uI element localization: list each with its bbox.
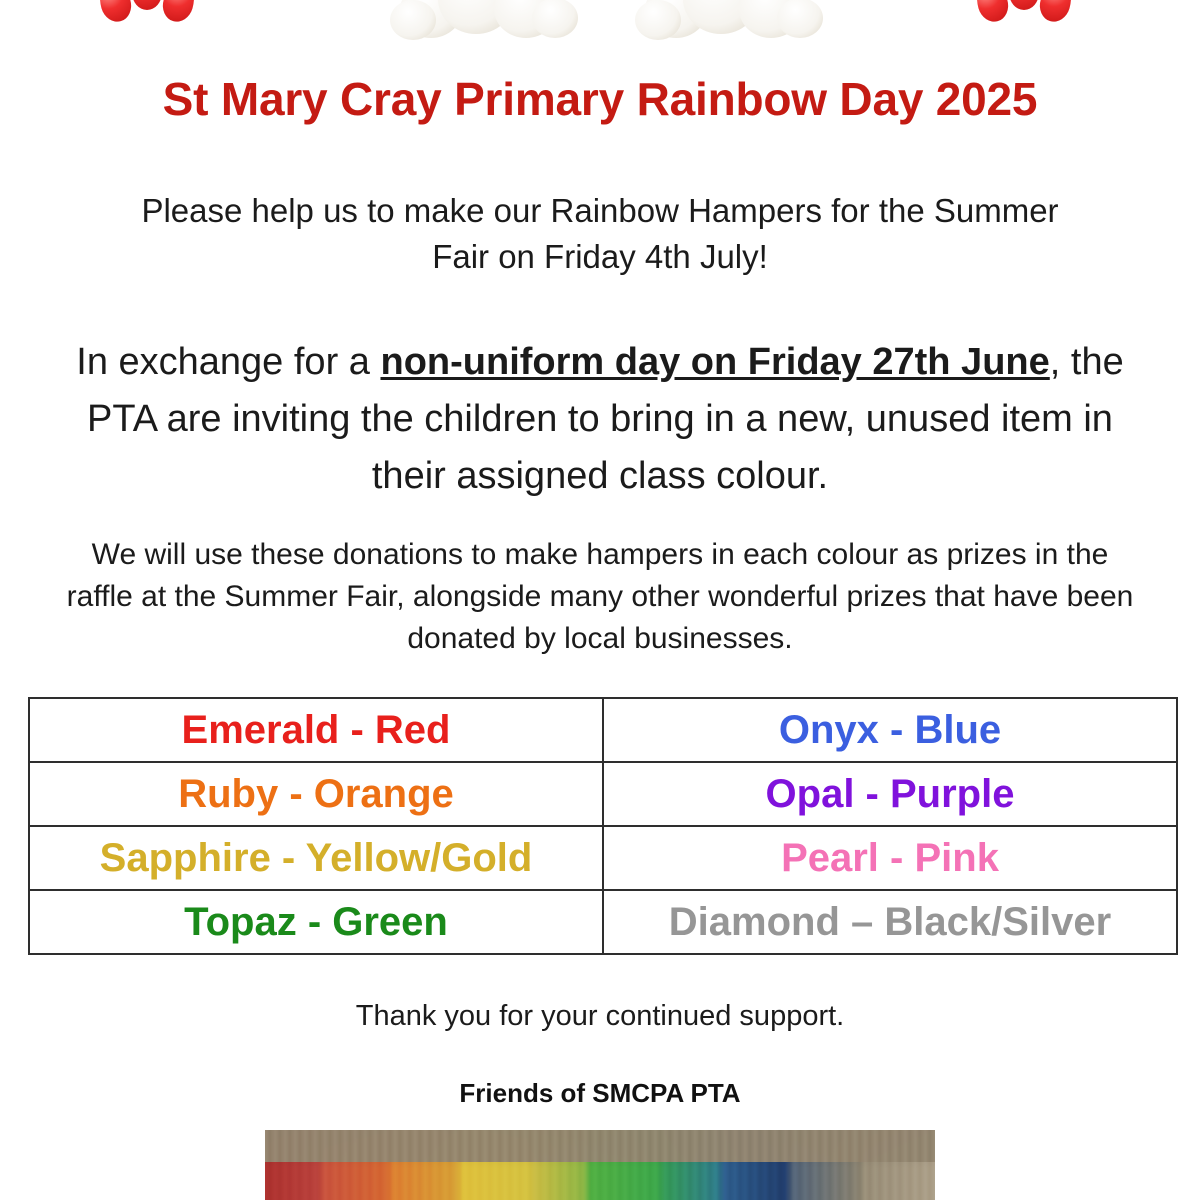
class-colour-cell-pearl: Pearl - Pink bbox=[603, 826, 1177, 890]
table-row bbox=[29, 826, 1177, 890]
cloud-icon-right bbox=[635, 0, 825, 32]
raffle-note-paragraph: We will use these donations to make hampers in each colour as prizes in the raffle at the Summer Fair, alongside many other wonderful prizes that have been donated by local businesses. bbox=[66, 538, 1134, 655]
class-colour-cell-onyx: Onyx - Blue bbox=[603, 698, 1177, 762]
table-row bbox=[29, 890, 1177, 954]
class-colour-cell-topaz: Topaz - Green bbox=[29, 890, 603, 954]
class-colour-cell-sapphire: Sapphire - Yellow/Gold bbox=[29, 826, 603, 890]
balloon-cluster-icon-right bbox=[975, 0, 1095, 34]
rainbow-hampers-photo-image bbox=[265, 1130, 935, 1200]
top-decoration-strip bbox=[0, 0, 1200, 40]
table-row bbox=[29, 698, 1177, 762]
class-colour-cell-ruby: Ruby - Orange bbox=[29, 762, 603, 826]
pta-signature: Friends of SMCPA PTA bbox=[459, 1078, 741, 1108]
class-colour-cell-opal: Opal - Purple bbox=[603, 762, 1177, 826]
thanks-line: Thank you for your continued support. bbox=[355, 1000, 845, 1032]
table-row bbox=[29, 762, 1177, 826]
main-paragraph-lead: In exchange for a bbox=[76, 341, 381, 383]
page-title: St Mary Cray Primary Rainbow Day 2025 bbox=[162, 73, 1038, 125]
balloon-cluster-icon-left bbox=[98, 0, 218, 34]
class-colour-cell-emerald: Emerald - Red bbox=[29, 698, 603, 762]
rainbow-hampers-photo bbox=[265, 1130, 935, 1200]
cloud-icon-left bbox=[390, 0, 580, 32]
class-colour-table bbox=[28, 697, 1178, 955]
class-colour-cell-diamond: Diamond – Black/Silver bbox=[603, 890, 1177, 954]
main-paragraph bbox=[0, 334, 1200, 505]
main-paragraph-tail: , the PTA are inviting the children to bring in a new, unused item in their assigned class colour. bbox=[87, 341, 1124, 497]
intro-paragraph: Please help us to make our Rainbow Hampers for the Summer Fair on Friday 4th July! bbox=[141, 192, 1059, 275]
non-uniform-day-emphasis: non-uniform day on Friday 27th June bbox=[380, 341, 1050, 383]
